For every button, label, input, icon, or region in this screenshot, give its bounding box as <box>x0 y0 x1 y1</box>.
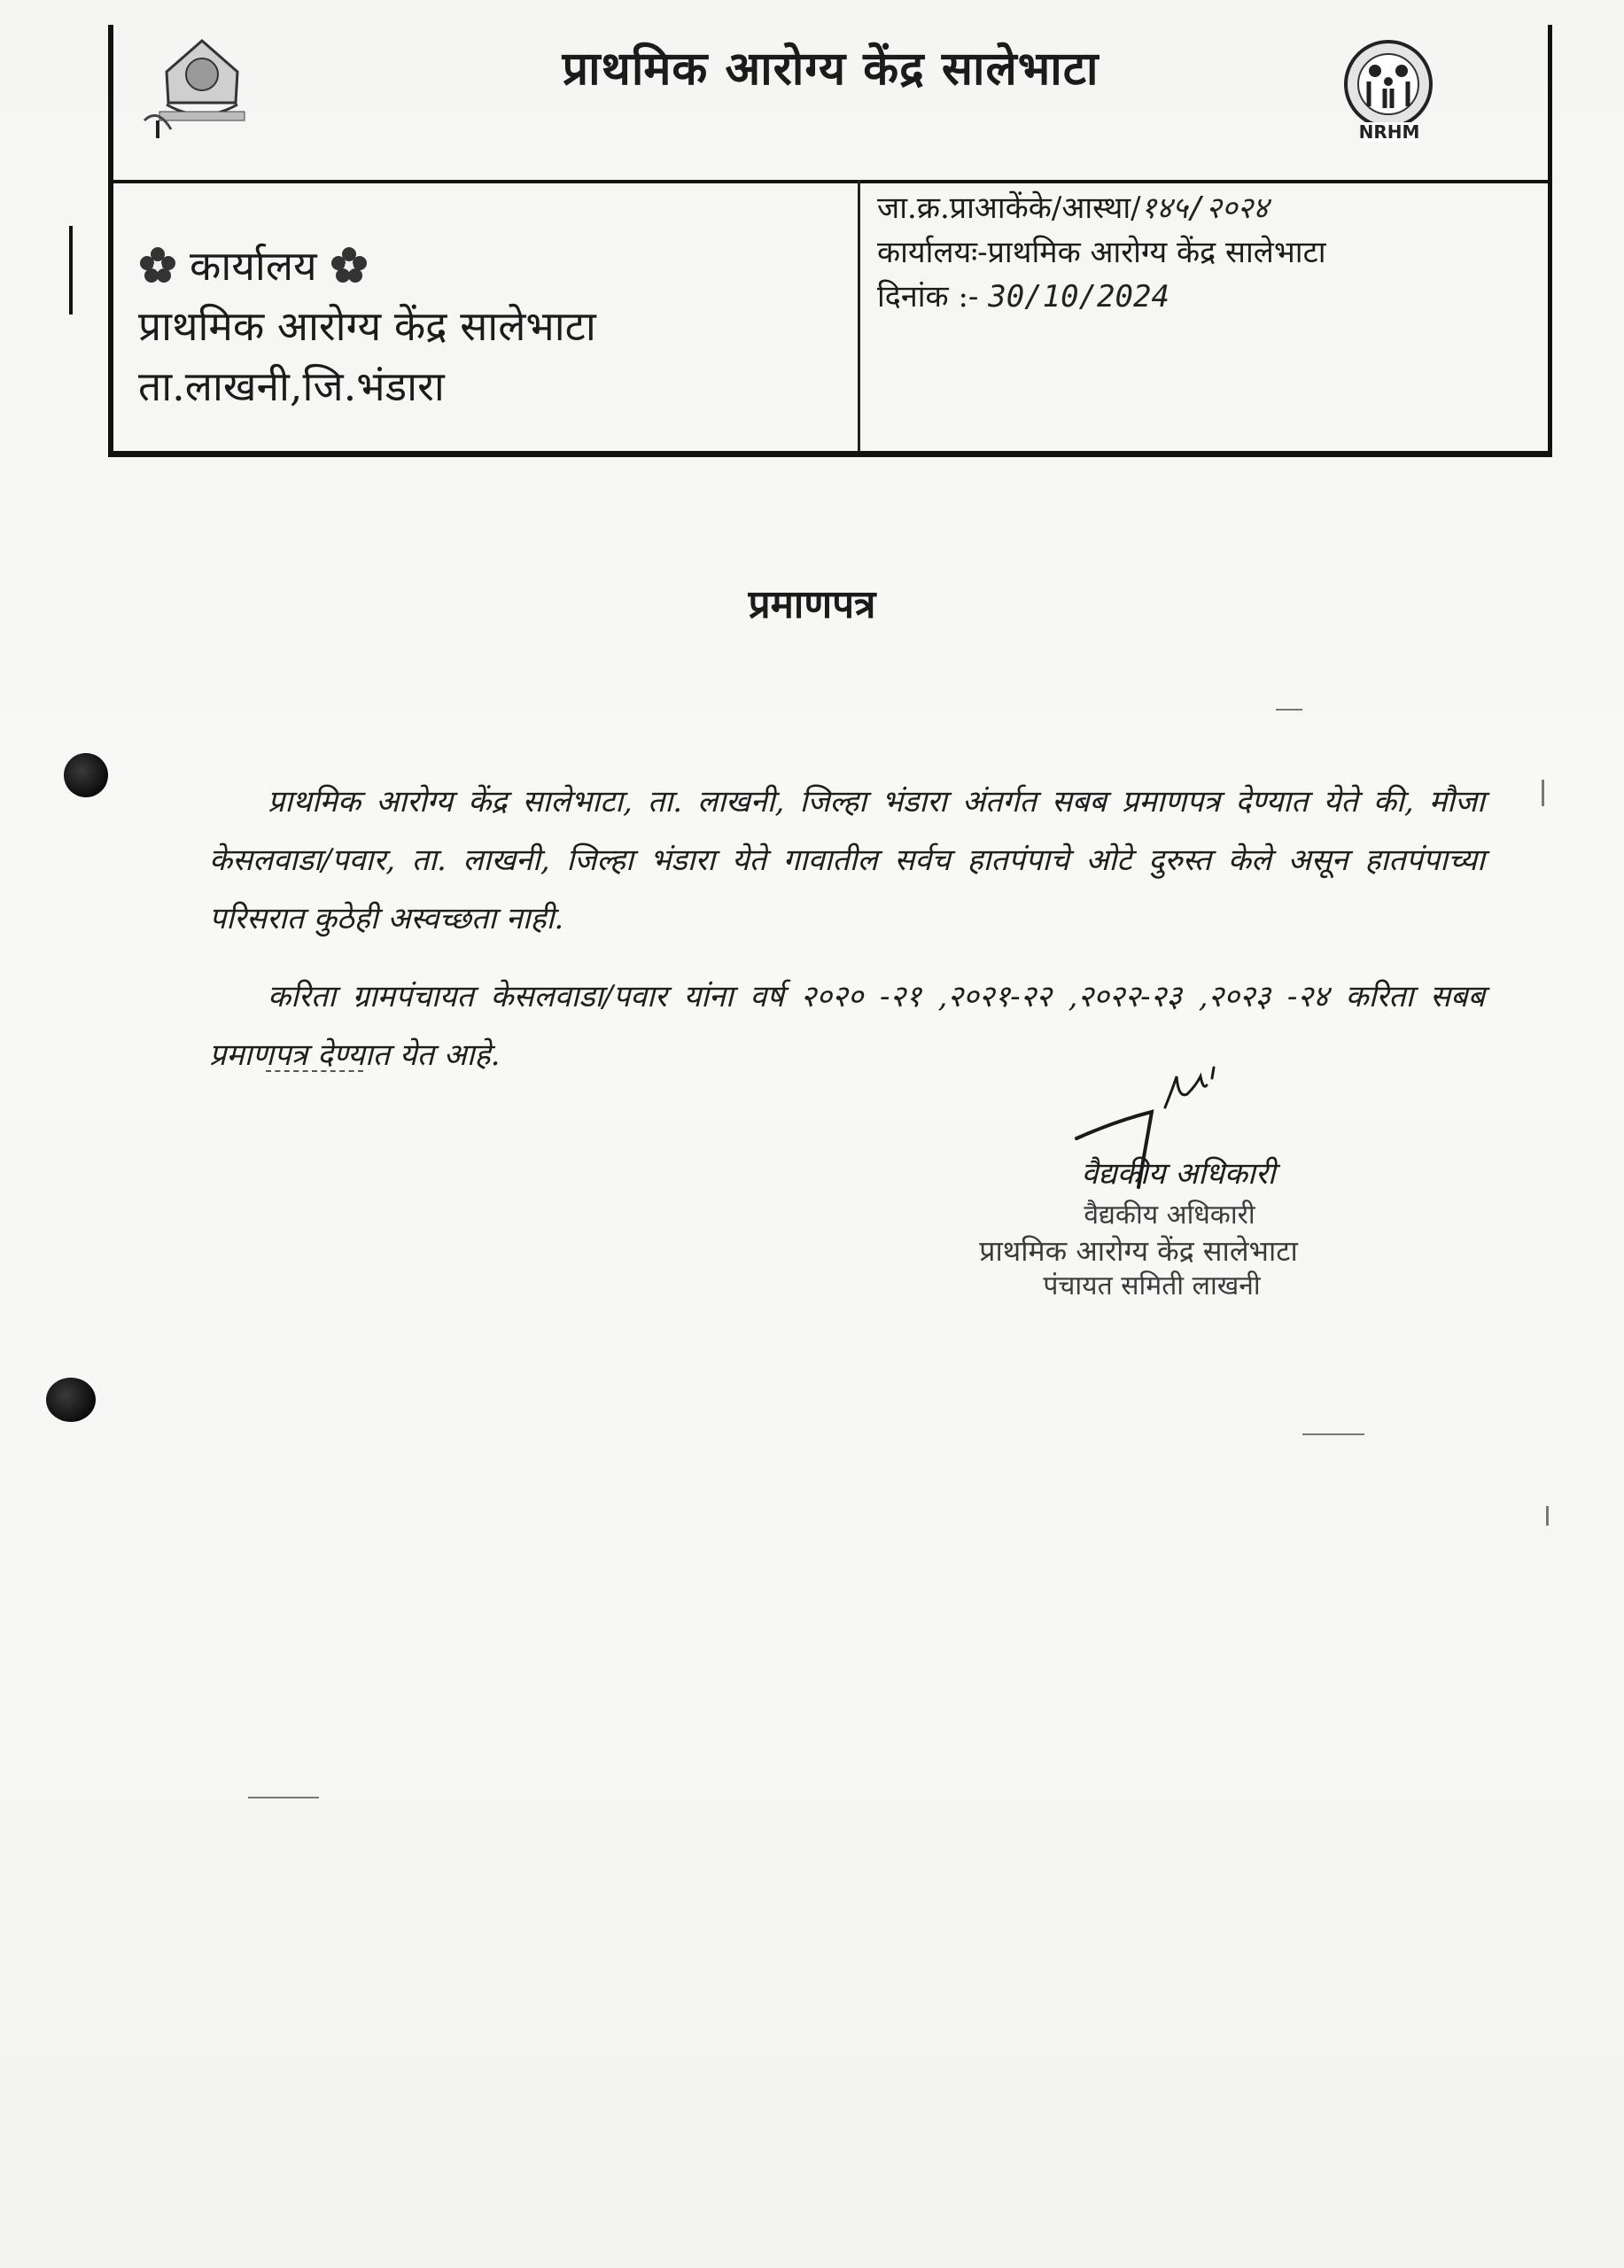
punch-hole <box>46 1378 96 1422</box>
reference-office: कार्यालयः-प्राथमिक आरोग्य केंद्र सालेभाटा <box>877 235 1326 270</box>
signatory-designation: वैद्यकीय अधिकारी <box>1081 1156 1276 1192</box>
date-value: 30/10/2024 <box>988 279 1169 315</box>
certificate-paragraph-2: करिता ग्रामपंचायत केसलवाडा/पवार यांना वर्ष २०२० -२१ ,२०२१-२२ ,२०२२-२३ ,२०२३ -२४ करिता सबब प्रमाणपत्र देण्यात येत आहे. <box>209 979 1485 1073</box>
punch-hole <box>64 753 108 797</box>
office-address-block <box>138 237 847 413</box>
letterhead-title: प्राथमिक आरोग्य केंद्र सालेभाटा <box>562 42 1100 96</box>
reference-number-value: १४५/२०२४ <box>1140 190 1269 226</box>
official-stamp <box>904 1198 1400 1304</box>
letterhead <box>108 25 1552 457</box>
stamp-line-3: पंचायत समिती लाखनी <box>1043 1270 1261 1301</box>
scan-speck <box>1546 1506 1549 1526</box>
office-heading <box>138 237 847 292</box>
dash-line <box>266 1070 363 1072</box>
certificate-paragraph-1: प्राथमिक आरोग्य केंद्र सालेभाटा, ता. लाखनी, जिल्हा भंडारा अंतर्गत सबब प्रमाणपत्र देण्यात येते की, मौजा केसलवाडा/पवार, ता. लाखनी, जिल्हा भंडारा येते गावातील सर्वच हातपंपाचे ओटे दुरुस्त केले असून हातपंपाच्या परिसरात कुठेही अस्वच्छता नाही. <box>209 784 1485 936</box>
letterhead-divider <box>858 180 860 451</box>
document-title: प्रमाणपत्र <box>748 582 876 627</box>
flower-icon <box>138 245 177 284</box>
scan-speck <box>1276 709 1302 711</box>
office-address: ता.लाखनी,जि.भंडारा <box>138 362 445 410</box>
flower-icon <box>330 245 369 284</box>
reference-number <box>877 186 1550 230</box>
office-name: प्राथमिक आरोग्य केंद्र सालेभाटा <box>138 302 596 350</box>
stamp-line-2: प्राथमिक आरोग्य केंद्र सालेभाटा <box>979 1234 1298 1268</box>
nrhm-logo-icon <box>1326 35 1459 151</box>
signature-block <box>904 1152 1400 1304</box>
stamp-line-1: वैद्यकीय अधिकारी <box>1084 1200 1255 1231</box>
reference-block <box>877 186 1550 319</box>
reference-number-label: जा.क्र.प्राआकेंके/आस्था/ <box>877 190 1141 226</box>
scan-speck <box>248 1797 319 1798</box>
scan-speck <box>1302 1433 1364 1435</box>
reference-date <box>877 275 1550 319</box>
letterhead-top-band <box>113 25 1548 183</box>
date-label: दिनांक :- <box>877 279 979 315</box>
nrhm-logo-text: NRHM <box>1358 121 1420 143</box>
margin-mark <box>69 226 73 315</box>
scan-speck <box>1542 780 1544 806</box>
office-heading-text: कार्यालय <box>190 242 317 290</box>
